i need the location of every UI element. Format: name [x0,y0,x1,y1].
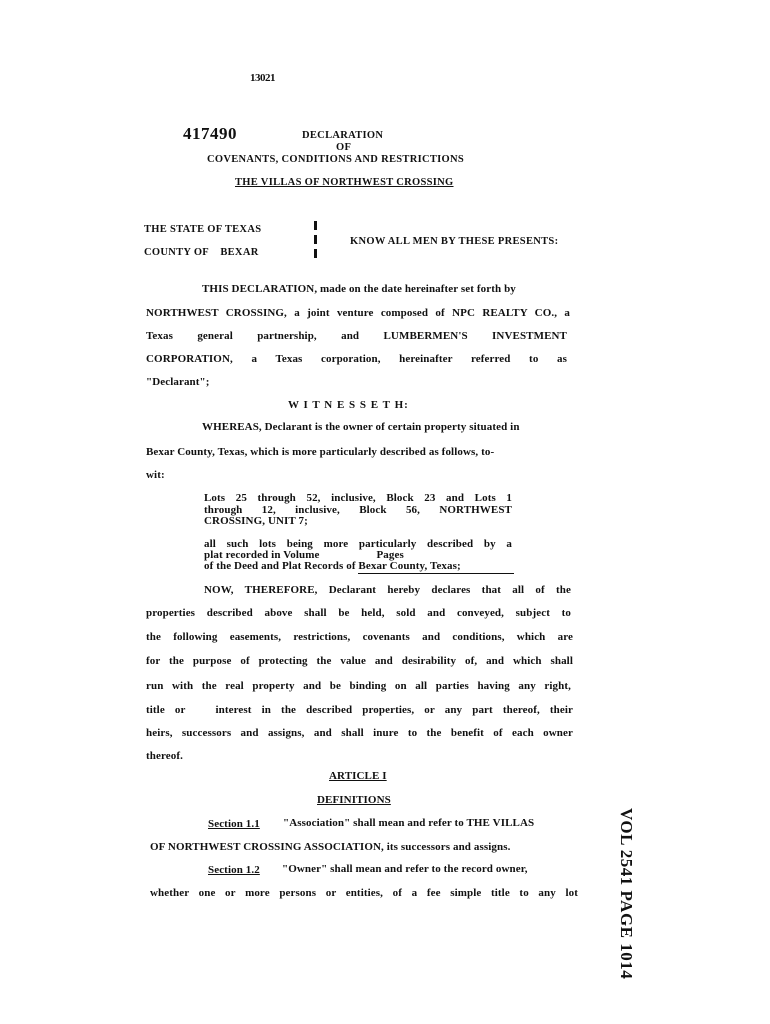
lots-line-1: Lots 25 through 52, inclusive, Block 23 and Lots 1 [204,492,512,504]
intro-line-5: "Declarant"; [146,376,210,388]
plat-underline [358,573,514,574]
now-line-2: properties described above shall be held, sold and conveyed, subject to [146,607,571,619]
section-1-1-line-1: "Association" shall mean and refer to THE VILLAS [283,817,535,829]
section-1-2-line-1: "Owner" shall mean and refer to the record owner, [282,863,528,875]
whereas-line-1: WHEREAS, Declarant is the owner of certain property situated in [202,421,520,433]
now-line-7: heirs, successors and assigns, and shall inure to the benefit of each owner [146,727,573,739]
section-1-1-label: Section 1.1 [208,818,260,830]
now-line-1: NOW, THEREFORE, Declarant hereby declares that all of the [204,584,571,596]
section-1-1-line-2: OF NORTHWEST CROSSING ASSOCIATION, its successors and assigns. [150,841,511,853]
caption-know-all: KNOW ALL MEN BY THESE PRESENTS: [350,236,559,247]
now-line-5: run with the real property and be binding on all parties having any right, [146,680,571,692]
article-subheading: DEFINITIONS [317,794,391,806]
whereas-line-2: Bexar County, Texas, which is more particularly described as follows, to- [146,446,495,458]
plat-line-2: plat recorded in Volume Pages [204,549,404,561]
section-1-2-line-2: whether one or more persons or entities, of a fee simple title to any lot [150,887,578,899]
intro-line-4: CORPORATION, a Texas corporation, hereinafter referred to as [146,353,567,365]
whereas-line-3: wit: [146,469,165,481]
now-line-3: the following easements, restrictions, covenants and conditions, which are [146,631,573,643]
article-heading: ARTICLE I [329,770,387,782]
now-line-8: thereof. [146,750,183,762]
title-declaration: DECLARATION [302,130,384,141]
now-line-6: title or interest in the described properties, or any part thereof, their [146,704,573,716]
intro-line-2: NORTHWEST CROSSING, a joint venture composed of NPC REALTY CO., a [146,307,570,319]
caption-state: THE STATE OF TEXAS [144,224,262,235]
intro-line-3: Texas general partnership, and LUMBERMEN'S INVESTMENT [146,330,567,342]
section-1-2-label: Section 1.2 [208,864,260,876]
title-of: OF [336,142,352,153]
lots-line-2: through 12, inclusive, Block 56, NORTHWEST [204,504,512,516]
lots-line-3: CROSSING, UNIT 7; [204,515,308,527]
intro-line-1: THIS DECLARATION, made on the date hereinafter set forth by [202,283,516,295]
witnesseth-heading: W I T N E S S E T H: [288,399,409,411]
plat-line-3: of the Deed and Plat Records of Bexar County, Texas; [204,560,461,572]
title-villas: THE VILLAS OF NORTHWEST CROSSING [235,177,454,188]
document-number: 417490 [183,124,237,143]
caption-county: COUNTY OF BEXAR [144,247,259,258]
volume-page-stamp: VOL 2541 PAGE 1014 [617,808,636,980]
plat-line-1: all such lots being more particularly described by a [204,538,512,550]
caption-section-marks [314,221,318,259]
header-stamp: 13021 [250,72,275,84]
title-covenants: COVENANTS, CONDITIONS AND RESTRICTIONS [207,154,465,165]
now-line-4: for the purpose of protecting the value and desirability of, and which shall [146,655,573,667]
